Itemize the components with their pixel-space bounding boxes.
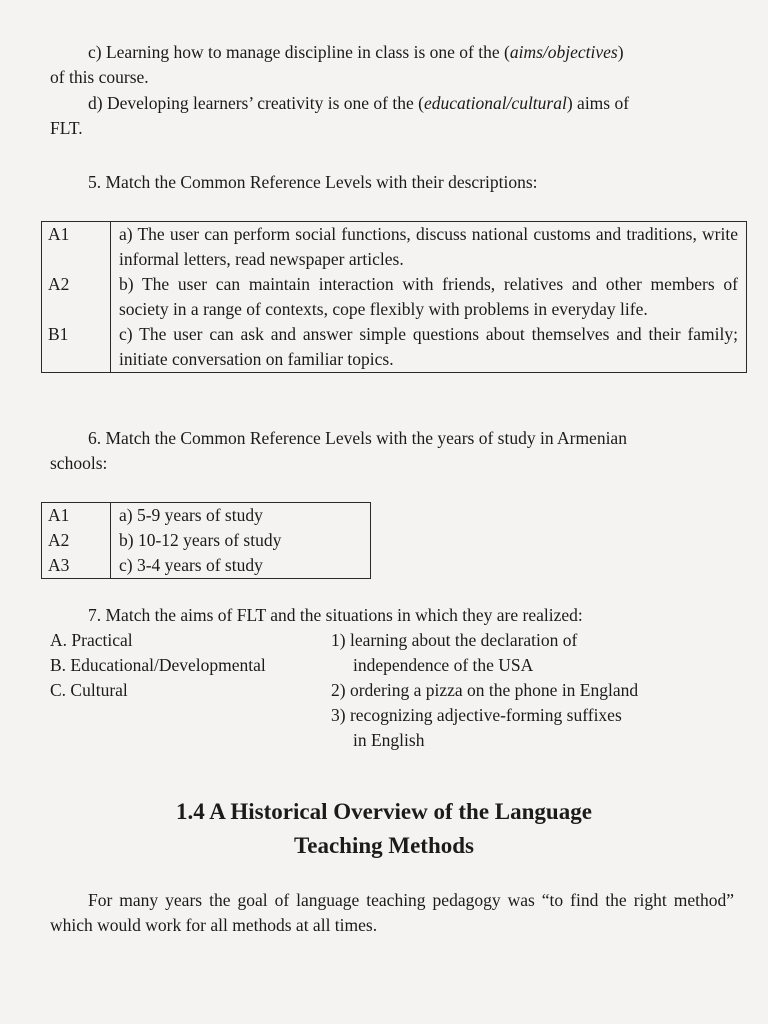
item-c-options: aims/objectives	[509, 42, 618, 62]
level-a1: A1	[48, 505, 70, 525]
question-5-prompt: 5. Match the Common Reference Levels with their descriptions:	[88, 172, 538, 192]
item-d-options: educational/cultural	[423, 93, 567, 113]
question-6-line2: schools:	[50, 453, 108, 473]
situation-3-line2: in English	[353, 730, 425, 750]
aim-cultural: C. Cultural	[50, 680, 128, 700]
situations-list	[331, 628, 711, 753]
years-a: a) 5-9 years of study	[119, 505, 263, 525]
section-heading-line1: 1.4 A Historical Overview of the Language	[176, 799, 592, 824]
item-d-text: d) Developing learners’ creativity is one of the (	[88, 93, 424, 113]
aim-educational: B. Educational/Developmental	[50, 655, 266, 675]
question-6-prompt	[50, 426, 734, 476]
levels-descriptions-table	[41, 221, 747, 373]
level-a3: A3	[48, 555, 70, 575]
levels-column	[42, 503, 111, 579]
description-a: a) The user can perform social functions, discuss national customs and traditions, write informal letters, read newspaper articles.	[119, 224, 738, 269]
description-b: b) The user can maintain interaction with friends, relatives and other members of society in a range of contexts, cope flexibly with problems in everyday life.	[119, 274, 738, 319]
levels-column	[42, 222, 111, 373]
level-a2: A2	[48, 530, 70, 550]
item-d-close: ) aims of	[566, 93, 630, 113]
item-c-close: )	[617, 42, 624, 62]
situation-1-line2: independence of the USA	[353, 655, 534, 675]
descriptions-column	[111, 222, 747, 373]
levels-years-table	[41, 502, 371, 579]
item-c-line2: of this course.	[50, 67, 149, 87]
section-body: For many years the goal of language teaching pedagogy was “to find the right method” which would work for all methods at all times.	[50, 890, 734, 935]
years-column	[111, 503, 371, 579]
aims-list	[50, 628, 330, 703]
level-b1: B1	[48, 324, 69, 344]
situation-1	[331, 628, 711, 678]
question-6-line1: 6. Match the Common Reference Levels with the years of study in Armenian	[88, 428, 627, 448]
item-d	[50, 91, 734, 141]
item-c-text: c) Learning how to manage discipline in class is one of the (	[88, 42, 510, 62]
description-c: c) The user can ask and answer simple questions about themselves and their family; initiate conversation on familiar topics.	[119, 324, 738, 369]
aim-practical: A. Practical	[50, 630, 133, 650]
item-c	[50, 40, 734, 90]
question-7-prompt: 7. Match the aims of FLT and the situations in which they are realized:	[88, 605, 583, 625]
section-heading-line2: Teaching Methods	[294, 833, 474, 858]
level-a1: A1	[48, 224, 70, 244]
situation-1-line1: 1) learning about the declaration of	[331, 630, 578, 650]
situation-3	[331, 703, 711, 753]
situation-3-line1: 3) recognizing adjective-forming suffixes	[331, 705, 622, 725]
section-heading	[0, 795, 768, 863]
item-d-line2: FLT.	[50, 118, 83, 138]
years-c: c) 3-4 years of study	[119, 555, 263, 575]
situation-2: 2) ordering a pizza on the phone in England	[331, 680, 639, 700]
years-b: b) 10-12 years of study	[119, 530, 282, 550]
level-a2: A2	[48, 274, 70, 294]
